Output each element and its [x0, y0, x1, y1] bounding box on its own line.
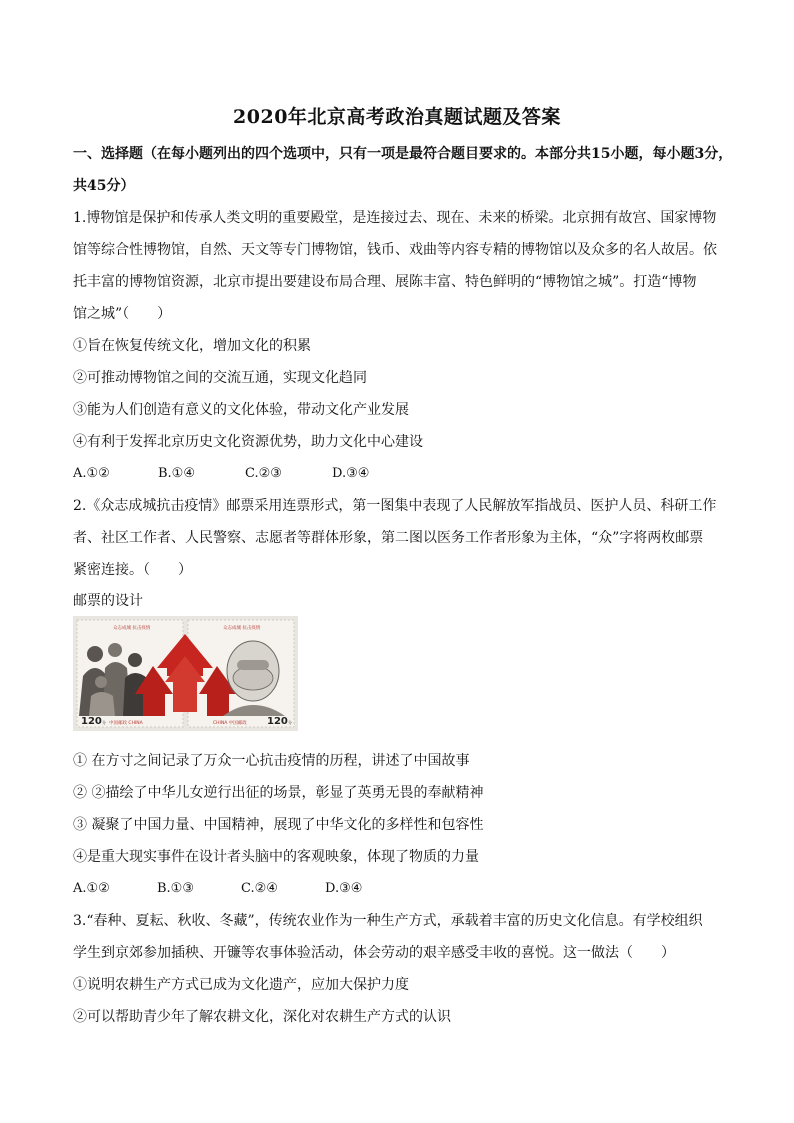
q2-figure-caption: 邮票的设计	[73, 593, 143, 609]
q2-option-a: A.①②	[73, 881, 110, 896]
q3-stem-line-1: 3.“春种、夏耘、秋收、冬藏”，传统农业作为一种生产方式，承载着丰富的历史文化信息。有学校组织	[73, 913, 703, 929]
stamp-image	[73, 616, 298, 731]
q2-stem-line-2: 者、社区工作者、人民警察、志愿者等群体形象，第二图以医务工作者形象为主体，“众”字将两枚邮票	[73, 530, 704, 546]
q2-item-4: ④是重大现实事件在设计者头脑中的客观映象，体现了物质的力量	[73, 849, 479, 865]
q2-option-d: D.③④	[325, 881, 363, 896]
stamp-left-country: 中国邮政 CHINA	[109, 721, 143, 726]
stamp-left-unit: 分	[102, 720, 106, 725]
q3-item-2: ②可以帮助青少年了解农耕文化，深化对农耕生产方式的认识	[73, 1009, 451, 1025]
q3-item-1: ①说明农耕生产方式已成为文化遗产，应加大保护力度	[73, 977, 409, 993]
q1-stem-line-3: 托丰富的博物馆资源，北京市提出要建设布局合理、展陈丰富、特色鲜明的“博物馆之城”。打造“博物	[73, 274, 697, 290]
q3-stem-line-2: 学生到京郊参加插秧、开镰等农事体验活动，体会劳动的艰辛感受丰收的喜悦。这一做法（ ）	[73, 945, 675, 961]
q1-option-a: A.①②	[73, 466, 110, 481]
q1-item-3: ③能为人们创造有意义的文化体验，带动文化产业发展	[73, 402, 409, 418]
q2-item-2: ② ②描绘了中华儿女逆行出征的场景，彰显了英勇无畏的奉献精神	[73, 785, 484, 801]
q1-stem-line-1: 1.博物馆是保护和传承人类文明的重要殿堂，是连接过去、现在、未来的桥梁。北京拥有故宫、国家博物	[73, 210, 717, 226]
q1-stem-line-2: 馆等综合性博物馆，自然、天文等专门博物馆，钱币、戏曲等内容专精的博物馆以及众多的名人故居。依	[73, 242, 717, 258]
q2-stem-line-1: 2.《众志成城抗击疫情》邮票采用连票形式，第一图集中表现了人民解放军指战员、医护人员、科研工作	[73, 498, 717, 514]
q1-option-b: B.①④	[158, 466, 195, 481]
stamp-right-unit: 分	[288, 720, 292, 725]
q2-options	[73, 879, 362, 899]
q1-item-2: ②可推动博物馆之间的交流互通，实现文化趋同	[73, 370, 367, 386]
q2-option-c: C.②④	[241, 881, 278, 896]
stamp-right-value: 120	[267, 716, 288, 727]
q1-stem-line-4: 馆之城”（ ）	[73, 306, 172, 322]
q1-item-4: ④有利于发挥北京历史文化资源优势，助力文化中心建设	[73, 434, 423, 450]
q2-stem-line-3: 紧密连接。（ ）	[73, 562, 192, 578]
page-title: 2020年北京高考政治真题试题及答案	[233, 106, 561, 128]
stamp-left-banner: 众志成城 抗击疫情	[113, 626, 151, 631]
stamp-right-banner: 众志成城 抗击疫情	[223, 626, 261, 631]
q2-option-b: B.①③	[157, 881, 194, 896]
q2-item-1: ① 在方寸之间记录了万众一心抗击疫情的历程，讲述了中国故事	[73, 753, 470, 769]
q2-item-3: ③ 凝聚了中国力量、中国精神，展现了中华文化的多样性和包容性	[73, 817, 484, 833]
q1-option-d: D.③④	[332, 466, 370, 481]
stamp-left-value: 120	[81, 716, 102, 727]
q1-item-1: ①旨在恢复传统文化，增加文化的积累	[73, 338, 311, 354]
stamp-right-country: CHINA 中国邮政	[213, 721, 247, 726]
stamp-left-figures	[79, 643, 149, 716]
q1-option-c: C.②③	[245, 466, 282, 481]
section-heading-line-2: 共45分）	[73, 178, 135, 194]
section-heading-line-1: 一、选择题（在每小题列出的四个选项中，只有一项是最符合题目要求的。本部分共15小题，每小题3分，	[73, 146, 733, 162]
q1-options	[73, 464, 369, 484]
